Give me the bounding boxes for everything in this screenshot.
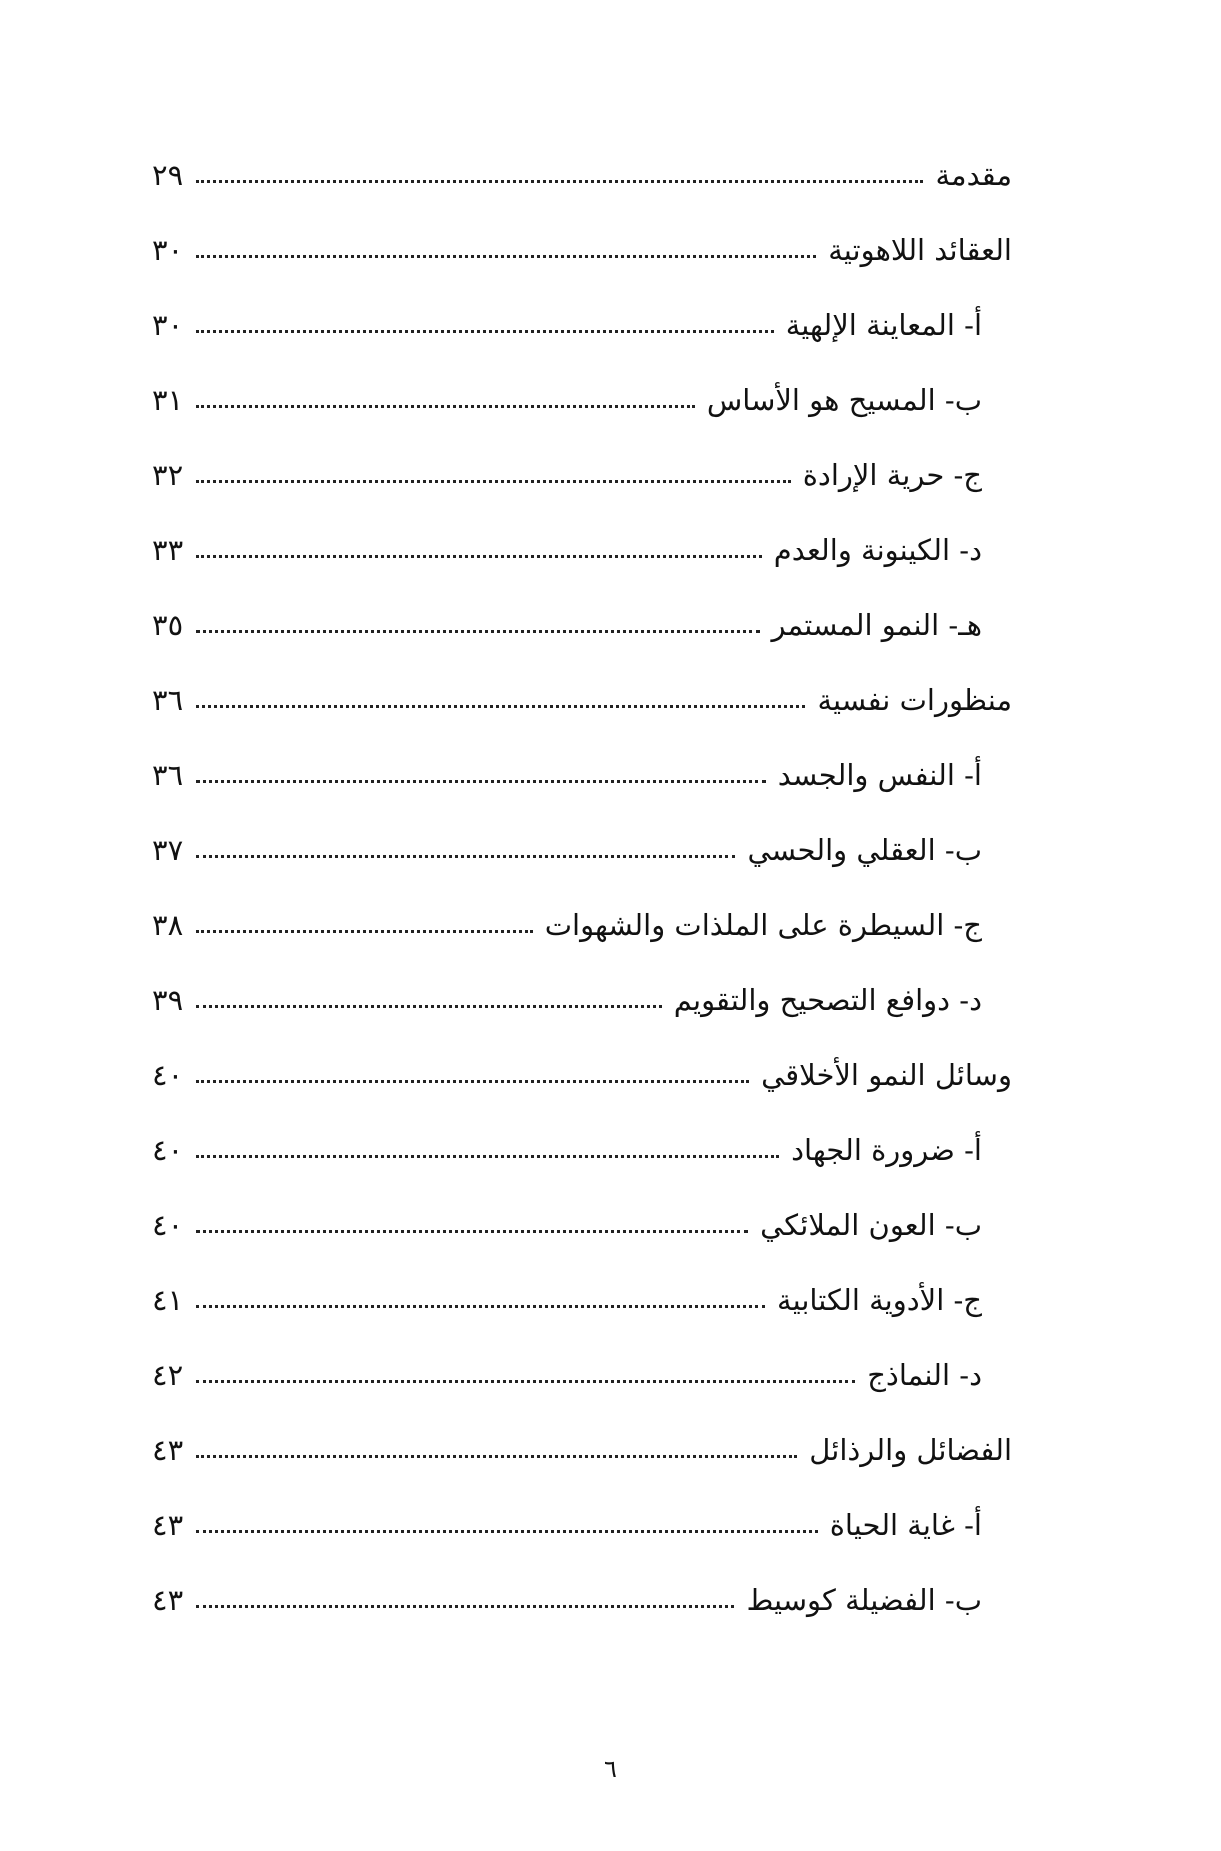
toc-entry-title: ج- السيطرة على الملذات والشهوات [544, 908, 982, 942]
toc-entry-page: ٣٦ [152, 758, 184, 792]
dot-leader [196, 855, 735, 858]
toc-entry-title: أ- ضرورة الجهاد [791, 1133, 982, 1167]
toc-entry-title: ب- العون الملائكي [760, 1208, 982, 1242]
toc-entry [152, 1038, 1012, 1113]
toc-entry-page: ٣٠ [152, 233, 184, 267]
toc-entry-title: د- الكينونة والعدم [773, 533, 982, 567]
dot-leader [196, 1530, 818, 1533]
toc-entry [152, 1563, 1012, 1638]
toc-entry-page: ٤٠ [152, 1058, 184, 1092]
toc-entry-title: ب- المسيح هو الأساس [706, 383, 982, 417]
toc-entry-page: ٣٢ [152, 458, 184, 492]
toc-entry-page: ٤٢ [152, 1358, 184, 1392]
toc-entry [152, 1188, 1012, 1263]
toc-entry-page: ٣٩ [152, 983, 184, 1017]
toc-entry [152, 1338, 1012, 1413]
toc-entry-page: ٤٣ [152, 1508, 184, 1542]
dot-leader [196, 1155, 779, 1158]
dot-leader [196, 930, 533, 933]
toc-entry-title: ج- حرية الإرادة [802, 458, 982, 492]
toc-entry [152, 1113, 1012, 1188]
toc-entry [152, 363, 1012, 438]
dot-leader [196, 1305, 765, 1308]
toc-entry-title: أ- غاية الحياة [829, 1508, 982, 1542]
toc-entry-title: منظورات نفسية [817, 683, 1012, 717]
toc-entry-page: ٣٥ [152, 608, 184, 642]
toc-entry-page: ٢٩ [152, 158, 184, 192]
toc-entry-title: هـ- النمو المستمر [771, 608, 982, 642]
toc-entry [152, 963, 1012, 1038]
dot-leader [196, 405, 695, 408]
dot-leader [196, 1080, 749, 1083]
toc-entry [152, 1263, 1012, 1338]
dot-leader [196, 1455, 797, 1458]
toc-entry [152, 438, 1012, 513]
dot-leader [196, 255, 816, 258]
dot-leader [196, 1230, 748, 1233]
toc-entry-page: ٤٠ [152, 1208, 184, 1242]
toc-entry-page: ٤٣ [152, 1433, 184, 1467]
toc-entry-page: ٣١ [152, 383, 184, 417]
toc-entry [152, 288, 1012, 363]
toc-entry-title: الفضائل والرذائل [809, 1433, 1012, 1467]
toc-entry-title: أ- المعاينة الإلهية [785, 308, 982, 342]
toc-entry [152, 663, 1012, 738]
toc-entry-title: أ- النفس والجسد [777, 758, 982, 792]
toc-entry-title: د- دوافع التصحيح والتقويم [673, 983, 982, 1017]
toc-entry-title: ب- العقلي والحسي [747, 833, 982, 867]
dot-leader [196, 1605, 734, 1608]
dot-leader [196, 555, 762, 558]
dot-leader [196, 480, 791, 483]
toc-entry-page: ٣٨ [152, 908, 184, 942]
toc-entry-title: مقدمة [935, 158, 1012, 192]
toc-entry-page: ٣٦ [152, 683, 184, 717]
toc-entry [152, 1488, 1012, 1563]
dot-leader [196, 1005, 662, 1008]
toc-entry-title: د- النماذج [867, 1358, 982, 1392]
toc-entry [152, 513, 1012, 588]
table-of-contents [152, 138, 1012, 1638]
toc-entry [152, 213, 1012, 288]
toc-entry-page: ٣٣ [152, 533, 184, 567]
toc-entry [152, 1413, 1012, 1488]
dot-leader [196, 630, 760, 633]
toc-entry-page: ٤٣ [152, 1583, 184, 1617]
dot-leader [196, 705, 805, 708]
toc-entry-page: ٣٠ [152, 308, 184, 342]
page-number: ٦ [604, 1755, 617, 1783]
toc-entry-title: ب- الفضيلة كوسيط [746, 1583, 982, 1617]
toc-entry [152, 588, 1012, 663]
toc-entry [152, 138, 1012, 213]
dot-leader [196, 780, 766, 783]
dot-leader [196, 180, 923, 183]
toc-entry [152, 813, 1012, 888]
toc-entry-title: وسائل النمو الأخلاقي [761, 1058, 1012, 1092]
toc-entry [152, 888, 1012, 963]
toc-entry-title: ج- الأدوية الكتابية [777, 1283, 982, 1317]
dot-leader [196, 330, 774, 333]
toc-entry-page: ٣٧ [152, 833, 184, 867]
toc-entry [152, 738, 1012, 813]
toc-entry-title: العقائد اللاهوتية [828, 233, 1012, 267]
toc-entry-page: ٤١ [152, 1283, 184, 1317]
toc-entry-page: ٤٠ [152, 1133, 184, 1167]
dot-leader [196, 1380, 855, 1383]
